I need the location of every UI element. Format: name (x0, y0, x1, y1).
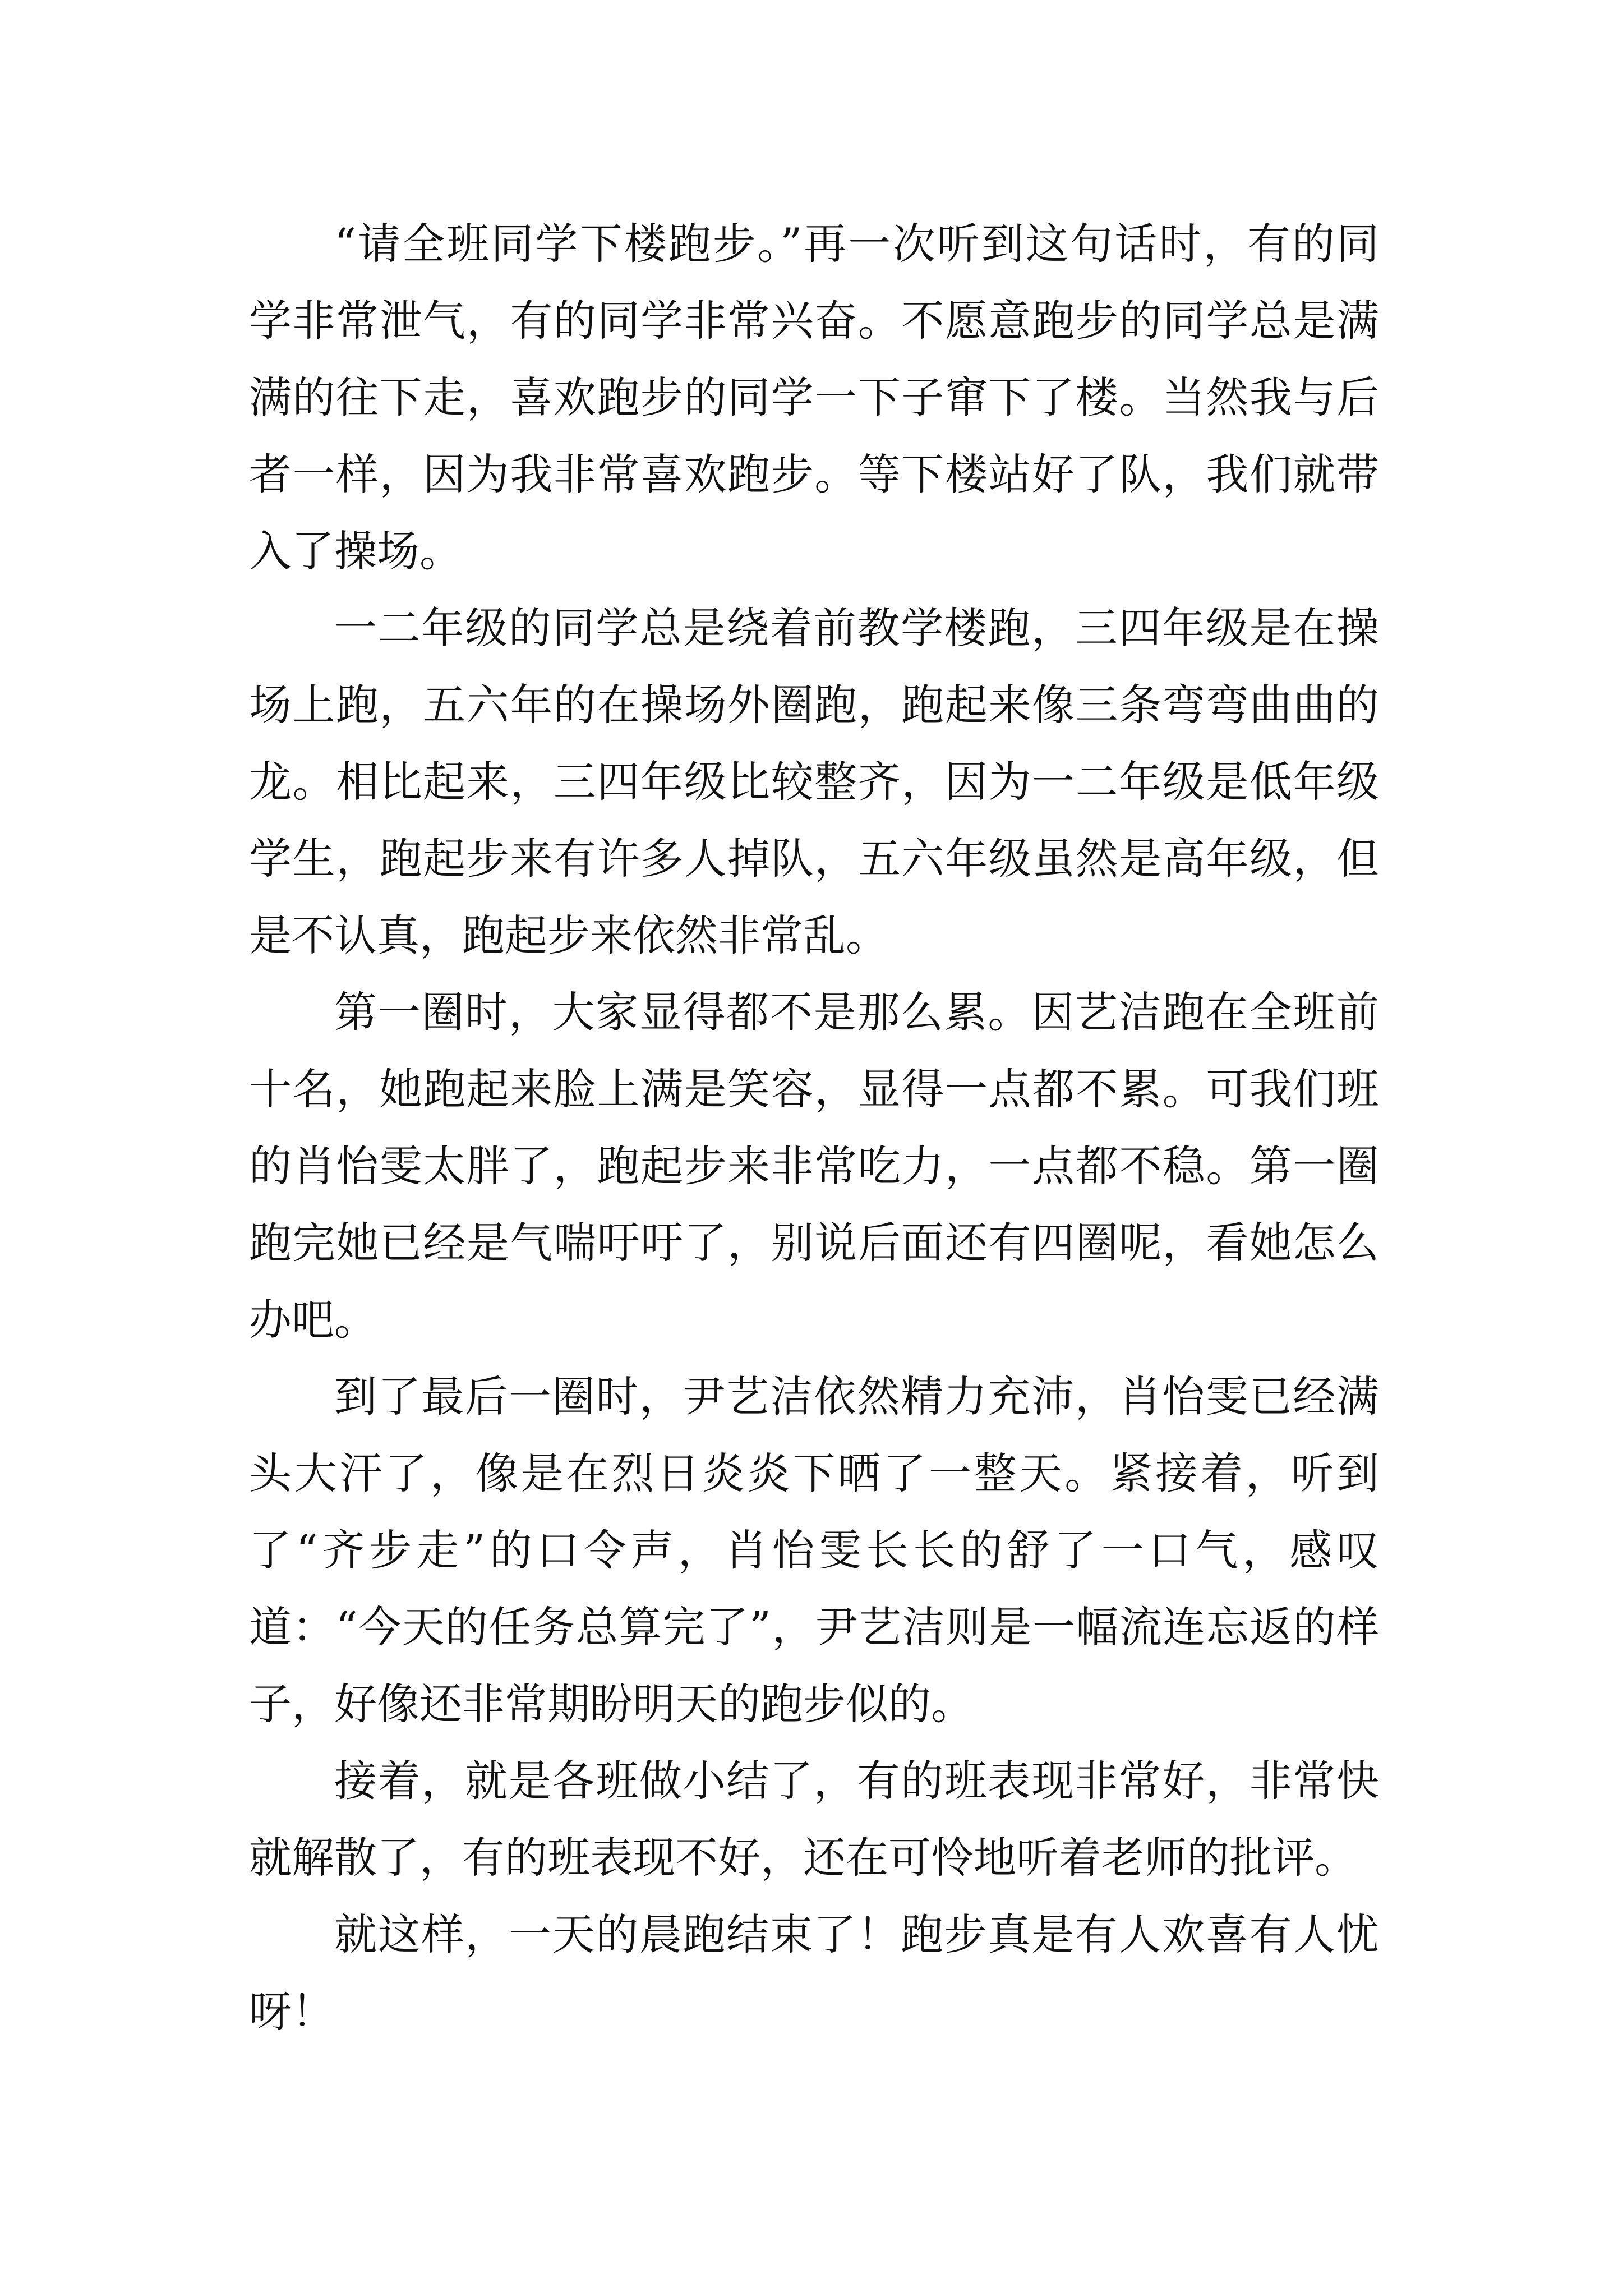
paragraph-6: 就这样，一天的晨跑结束了！跑步真是有人欢喜有人忧呀！ (249, 1910, 1379, 2036)
paragraph-4: 到了最后一圈时，尹艺洁依然精力充沛，肖怡雯已经满头大汗了，像是在烈日炎炎下晒了一整天。紧接着，听到了“齐步走”的口令声，肖怡雯长长的舒了一口气，感叹道：“今天的任务总算完了”，尹艺洁则是一幅流连忘返的样子，好像还非常期盼明天的跑步似的。 (249, 1372, 1379, 1729)
paragraph-2: 一二年级的同学总是绕着前教学楼跑，三四年级是在操场上跑，五六年的在操场外圈跑，跑起来像三条弯弯曲曲的龙。相比起来，三四年级比较整齐，因为一二年级是低年级学生，跑起步来有许多人掉队，五六年级虽然是高年级，但是不认真，跑起步来依然非常乱。 (249, 603, 1379, 960)
paragraph-1: “请全班同学下楼跑步。”再一次听到这句话时，有的同学非常泄气，有的同学非常兴奋。不愿意跑步的同学总是满满的往下走，喜欢跑步的同学一下子窜下了楼。当然我与后者一样，因为我非常喜欢跑步。等下楼站好了队，我们就带入了操场。 (249, 219, 1379, 576)
paragraph-5: 接着，就是各班做小结了，有的班表现非常好，非常快就解散了，有的班表现不好，还在可怜地听着老师的批评。 (249, 1756, 1379, 1883)
document-body (249, 205, 1379, 2050)
paragraph-3: 第一圈时，大家显得都不是那么累。因艺洁跑在全班前十名，她跑起来脸上满是笑容，显得一点都不累。可我们班的肖怡雯太胖了，跑起步来非常吃力，一点都不稳。第一圈跑完她已经是气喘吁吁了，别说后面还有四圈呢，看她怎么办吧。 (249, 987, 1379, 1345)
